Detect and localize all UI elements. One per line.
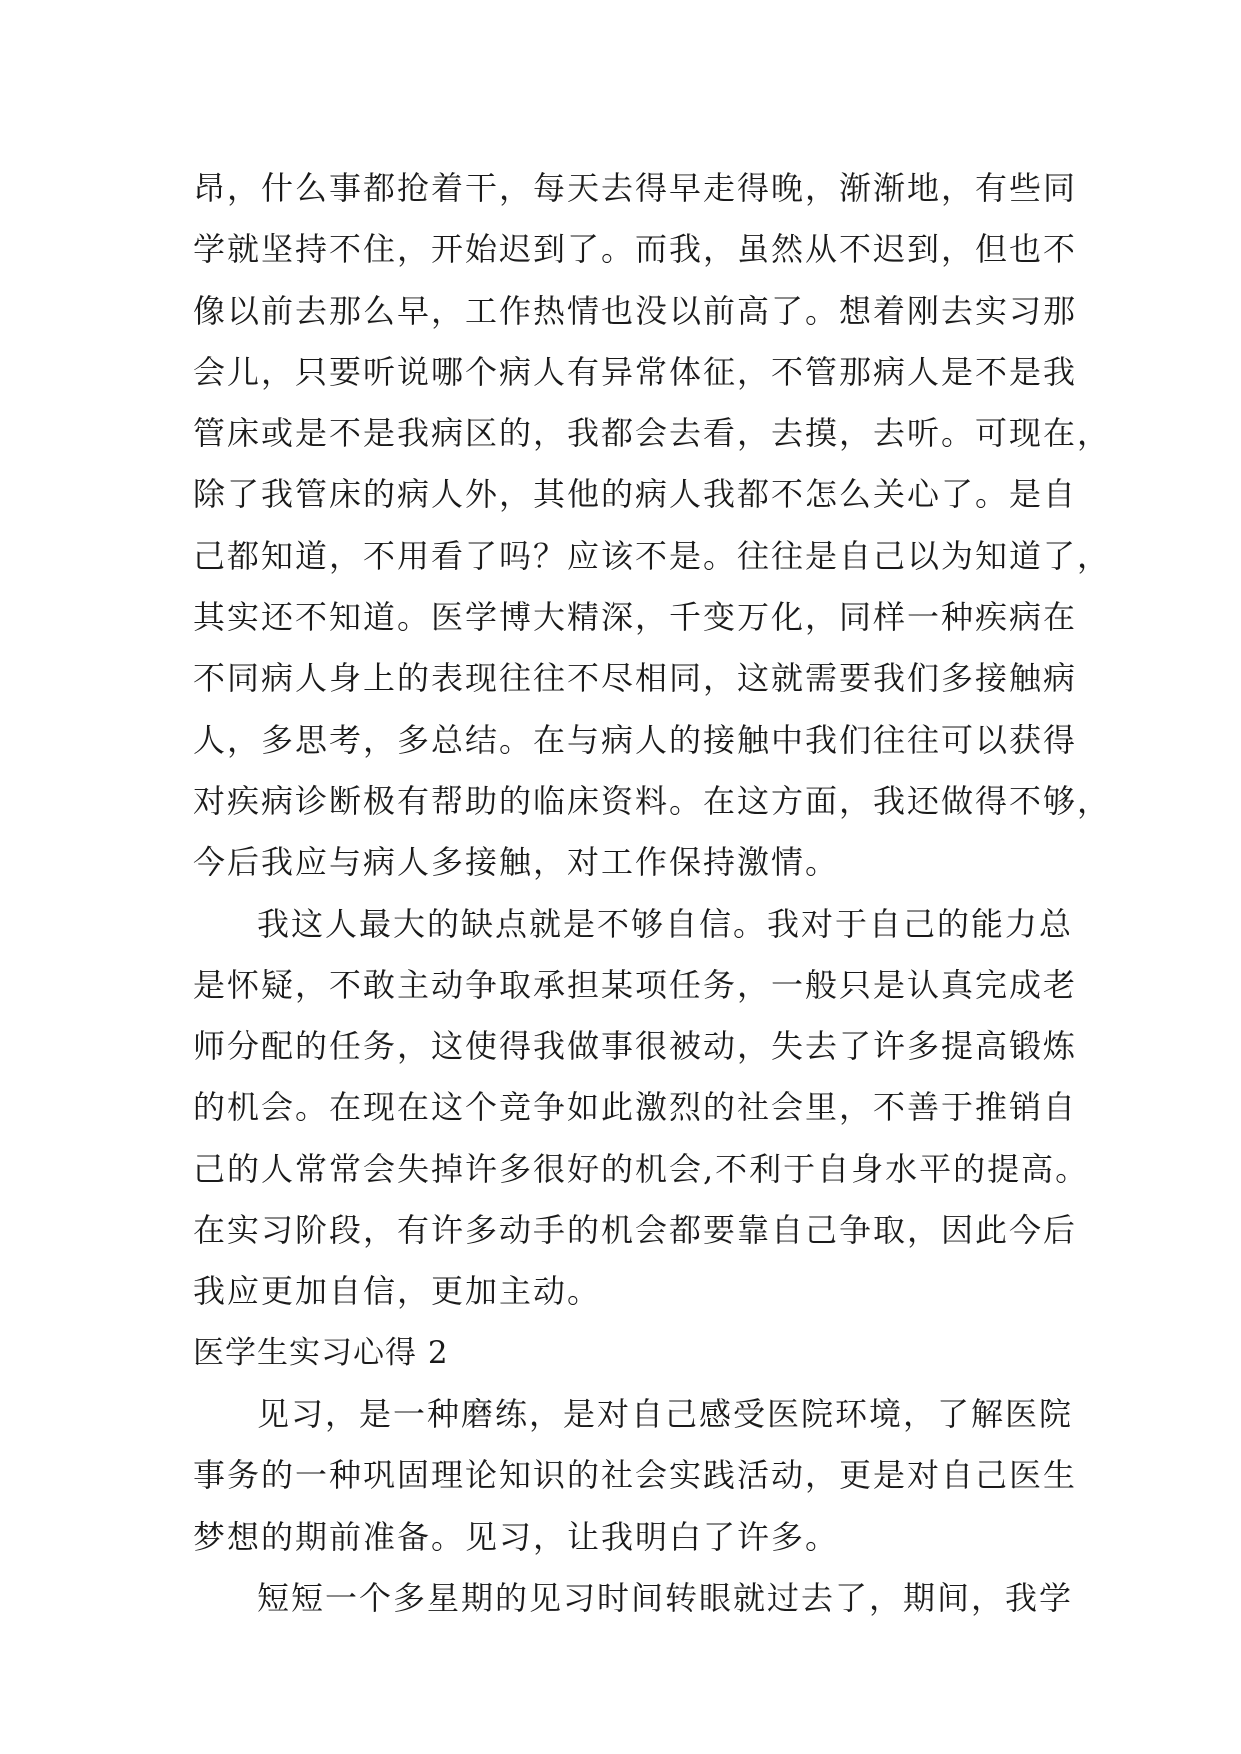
text-line: 我这人最大的缺点就是不够自信。我对于自己的能力总 bbox=[257, 904, 1074, 943]
paragraph bbox=[193, 1384, 1078, 1568]
text-line: 短短一个多星期的见习时间转眼就过去了，期间，我学 bbox=[257, 1578, 1074, 1617]
paragraph bbox=[193, 894, 1090, 1323]
text-line: 人，多思考，多总结。在与病人的接触中我们往往可以获得 bbox=[193, 720, 1078, 759]
paragraph bbox=[193, 1568, 1074, 1629]
text-line: 昂，什么事都抢着干，每天去得早走得晚，渐渐地，有些同 bbox=[193, 169, 1078, 207]
text-line: 对疾病诊断极有帮助的临床资料。在这方面，我还做得不够， bbox=[193, 781, 1112, 820]
text-line: 师分配的任务，这使得我做事很被动，失去了许多提高锻炼 bbox=[193, 1027, 1078, 1066]
text-line: 己都知道，不用看了吗？应该不是。往往是自己以为知道了， bbox=[193, 536, 1112, 575]
text-line: 我应更加自信，更加主动。 bbox=[193, 1272, 602, 1311]
text-line: 是怀疑，不敢主动争取承担某项任务，一般只是认真完成老 bbox=[193, 965, 1078, 1004]
text-line: 的机会。在现在这个竞争如此激烈的社会里，不善于推销自 bbox=[193, 1088, 1078, 1127]
section-heading: 医学生实习心得 2 bbox=[193, 1334, 449, 1371]
text-line: 学就坚持不住，开始迟到了。而我，虽然从不迟到，但也不 bbox=[193, 230, 1078, 269]
text-line: 会儿，只要听说哪个病人有异常体征，不管那病人是不是我 bbox=[193, 352, 1078, 391]
text-line: 管床或是不是我病区的，我都会去看，去摸，去听。可现在， bbox=[193, 414, 1112, 453]
text-line: 今后我应与病人多接触，对工作保持激情。 bbox=[193, 843, 840, 882]
text-line: 见习，是一种磨练，是对自己感受医院环境，了解医院 bbox=[257, 1394, 1074, 1433]
text-line: 除了我管床的病人外，其他的病人我都不怎么关心了。是自 bbox=[193, 475, 1078, 514]
text-line: 不同病人身上的表现往往不尽相同，这就需要我们多接触病 bbox=[193, 659, 1078, 698]
text-line: 其实还不知道。医学博大精深，千变万化，同样一种疾病在 bbox=[193, 598, 1078, 637]
text-line: 像以前去那么早，工作热情也没以前高了。想着刚去实习那 bbox=[193, 291, 1078, 330]
document-body bbox=[193, 158, 1112, 1629]
paragraph bbox=[193, 158, 1112, 894]
text-line: 事务的一种巩固理论知识的社会实践活动，更是对自己医生 bbox=[193, 1456, 1078, 1495]
text-line: 在实习阶段，有许多动手的机会都要靠自己争取，因此今后 bbox=[193, 1211, 1078, 1250]
text-line: 己的人常常会失掉许多很好的机会,不利于自身水平的提高。 bbox=[193, 1149, 1090, 1188]
text-line: 梦想的期前准备。见习，让我明白了许多。 bbox=[193, 1517, 840, 1556]
